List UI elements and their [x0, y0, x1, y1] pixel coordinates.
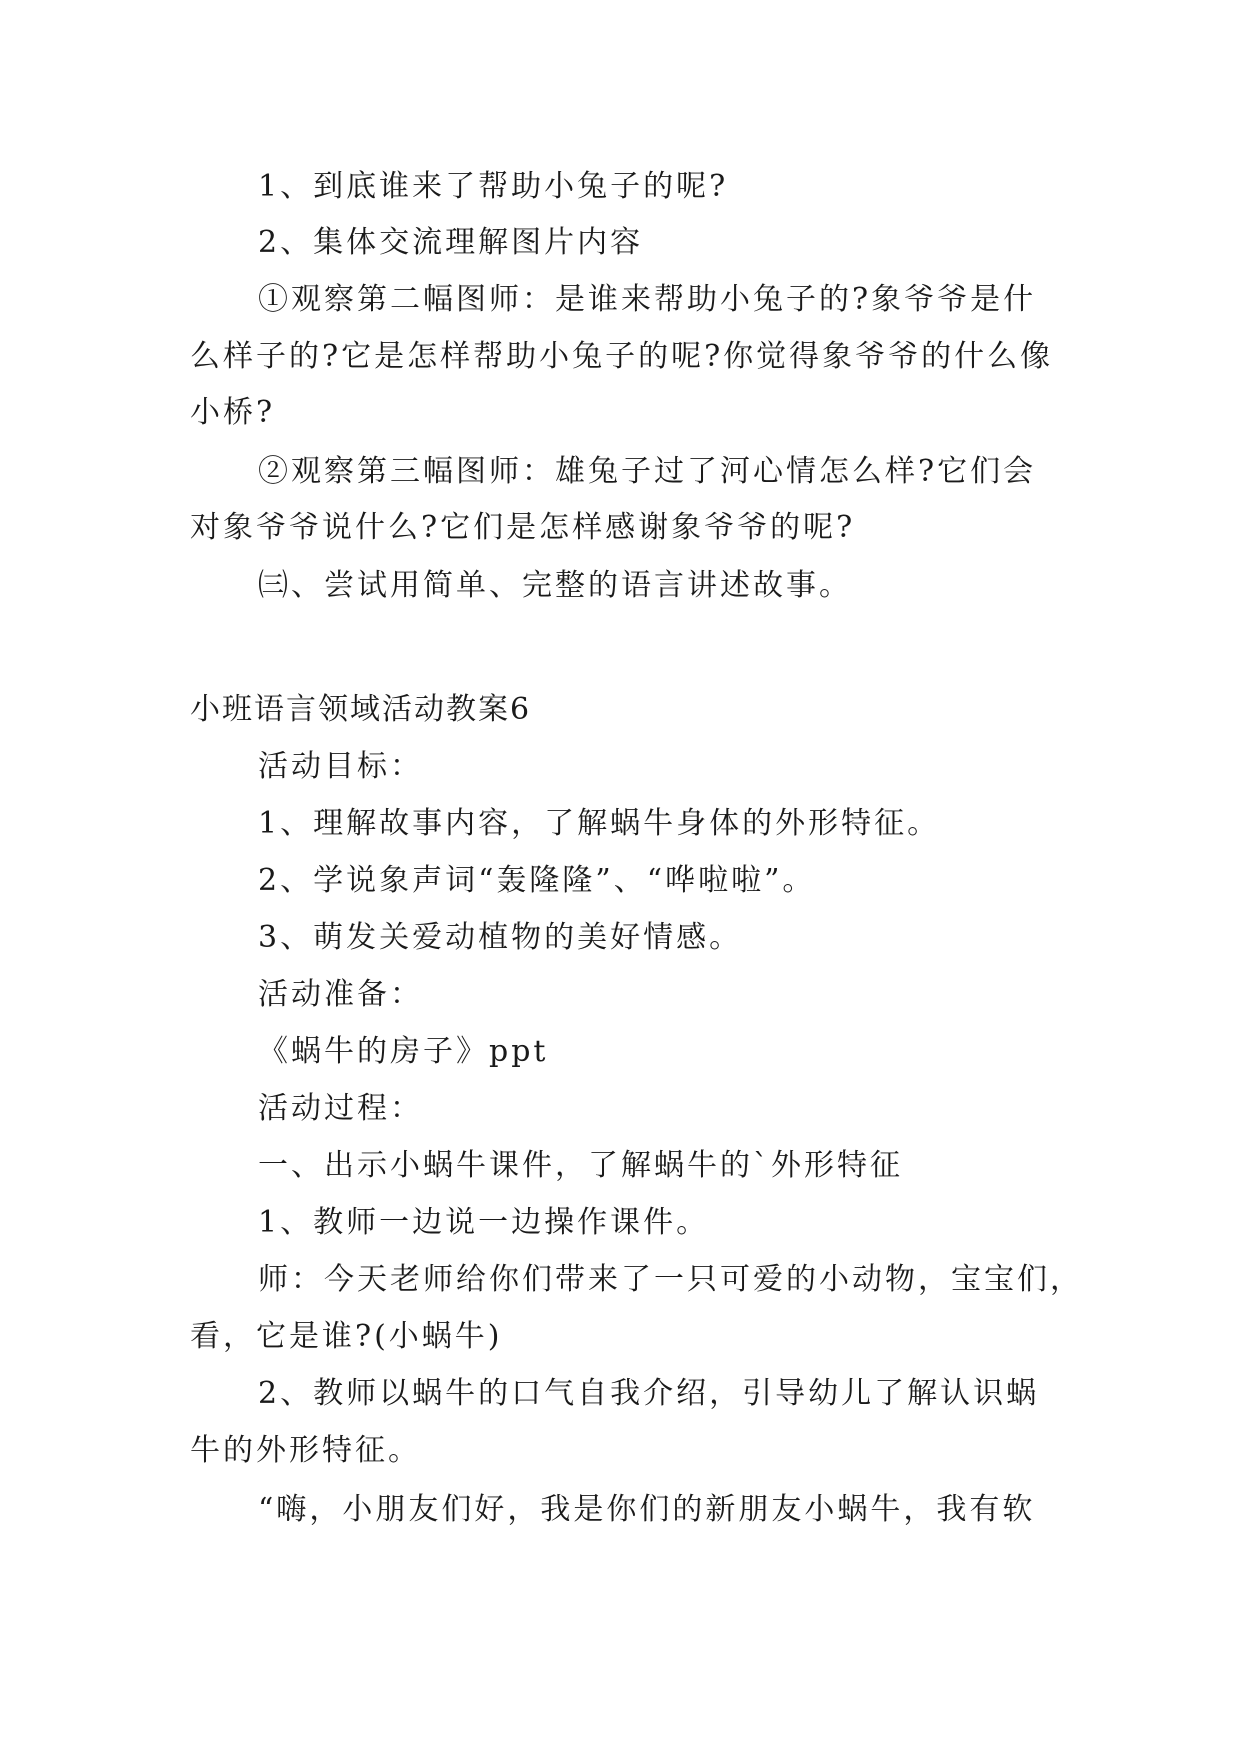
- section-heading: 小班语言领域活动教案6: [190, 692, 532, 727]
- paragraph-line: 师：今天老师给你们带来了一只可爱的小动物，宝宝们，: [258, 1262, 1083, 1297]
- paragraph-line: ㈢、尝试用简单、完整的语言讲述故事。: [258, 568, 852, 603]
- paragraph-line: 1、理解故事内容，了解蜗牛身体的外形特征。: [258, 806, 941, 841]
- paragraph-line: 对象爷爷说什么?它们是怎样感谢象爷爷的呢?: [190, 510, 856, 545]
- paragraph-line: 1、教师一边说一边操作课件。: [258, 1205, 710, 1240]
- paragraph-line: “嗨，小朋友们好，我是你们的新朋友小蜗牛，我有软: [258, 1492, 1036, 1527]
- paragraph-line: 一、出示小蜗牛课件，了解蜗牛的`外形特征: [258, 1148, 903, 1183]
- paragraph-line: 3、萌发关爱动植物的美好情感。: [258, 920, 743, 955]
- paragraph-line: ①观察第二幅图师：是谁来帮助小兔子的?象爷爷是什: [258, 282, 1037, 317]
- paragraph-line: 么样子的?它是怎样帮助小兔子的呢?你觉得象爷爷的什么像: [190, 339, 1054, 374]
- paragraph-line: 小桥?: [190, 395, 276, 430]
- paragraph-line: 活动过程：: [258, 1091, 423, 1126]
- paragraph-line: 1、到底谁来了帮助小兔子的呢?: [258, 169, 729, 204]
- paragraph-line: 活动目标：: [258, 749, 423, 784]
- paragraph-line: 牛的外形特征。: [190, 1433, 421, 1468]
- paragraph-line: ②观察第三幅图师：雄兔子过了河心情怎么样?它们会: [258, 454, 1037, 489]
- paragraph-line: 《蜗牛的房子》ppt: [258, 1034, 549, 1069]
- paragraph-line: 2、学说象声词“轰隆隆”、“哗啦啦”。: [258, 863, 816, 898]
- paragraph-line: 2、集体交流理解图片内容: [258, 225, 644, 260]
- paragraph-line: 活动准备：: [258, 977, 423, 1012]
- paragraph-line: 看，它是谁?(小蜗牛): [190, 1319, 503, 1354]
- paragraph-line: 2、教师以蜗牛的口气自我介绍，引导幼儿了解认识蜗: [258, 1376, 1040, 1411]
